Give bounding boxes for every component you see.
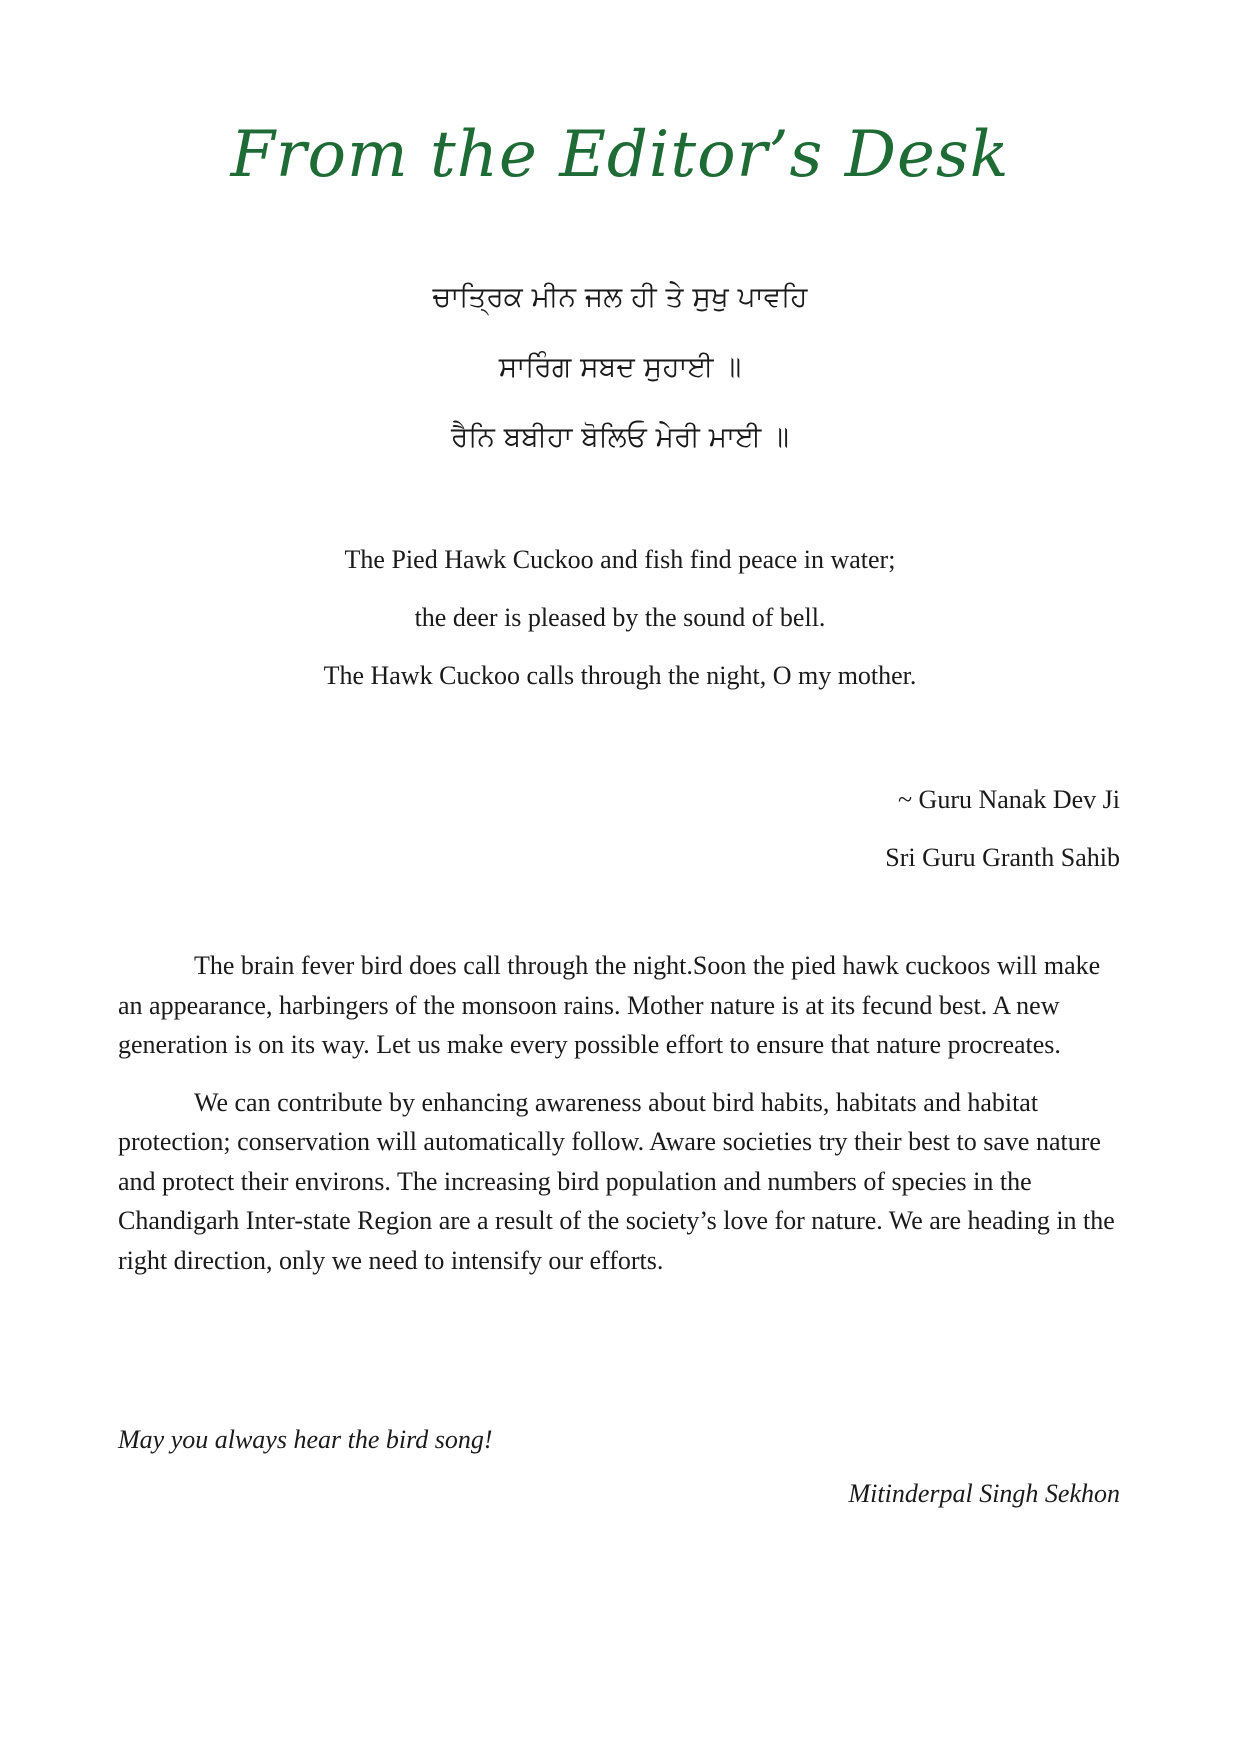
- body-paragraph: We can contribute by enhancing awareness about bird habits, habitats and habitat protection; conservation will automatically follow. Aware societies try their best to save nature and protect their environs. The increasing bird population and numbers of species in the Chandigarh Inter-state Region are a result of the society’s love for nature. We are heading in the right direction, only we need to intensify our efforts.: [118, 1087, 1115, 1275]
- gurmukhi-line: ਚਾਤ੍ਰਿਕ ਮੀਨ ਜਲ ਹੀ ਤੇ ਸੁਖੁ ਪਾਵਹਿ: [432, 280, 808, 313]
- gurmukhi-line: ਰੈਨਿ ਬਬੀਹਾ ਬੋਲਿਓ ਮੇਰੀ ਮਾਈ ॥: [451, 420, 789, 453]
- page-title: From the Editor’s Desk: [230, 118, 1010, 192]
- verse-source: Sri Guru Granth Sahib: [885, 843, 1120, 872]
- gurmukhi-line: ਸਾਰਿੰਗ ਸਬਦ ਸੁਹਾਈ ॥: [498, 350, 742, 383]
- verse-attribution: [885, 778, 1120, 894]
- gurmukhi-verse: [0, 262, 1240, 472]
- verse-author: ~ Guru Nanak Dev Ji: [897, 785, 1120, 814]
- body-paragraph: The brain fever bird does call through the night.Soon the pied hawk cuckoos will make an appearance, harbingers of the monsoon rains. Mother nature is at its fecund best. A new generation is on its way. Let us make every possible effort to ensure that nature procreates.: [118, 951, 1101, 1059]
- verse-translation: [0, 538, 1240, 712]
- editorial-body: [118, 946, 1118, 1298]
- closing-wish: May you always hear the bird song!: [118, 1425, 493, 1454]
- translation-line: The Hawk Cuckoo calls through the night, O my mother.: [323, 661, 917, 690]
- editor-signature: Mitinderpal Singh Sekhon: [848, 1479, 1120, 1508]
- translation-line: the deer is pleased by the sound of bell.: [414, 603, 826, 632]
- translation-line: The Pied Hawk Cuckoo and fish find peace in water;: [344, 545, 896, 574]
